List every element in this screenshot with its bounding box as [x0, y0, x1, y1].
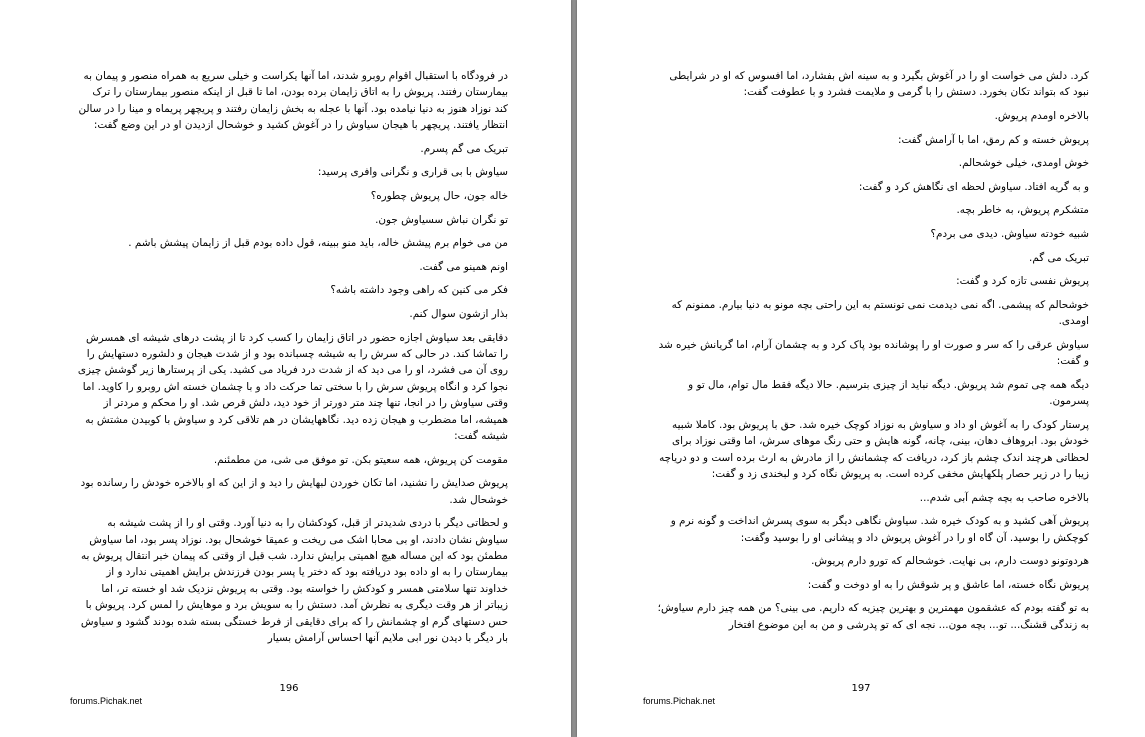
paragraph: پرستار کودک را به آغوش او داد و سیاوش به نوزاد کوچک خیره شد. حق با پریوش بود. کاملا شبیه خودش بود. ابروهاف دهان، بینی، چانه، گونه هایش و حتی رنگ موهای سرش، اما وقتی نوزاد برای لحظاتی هرچند اندک چشم باز کرد، دریافت که چشمانش را از مادرش به ارث برده است و دو دریاچه زیبا را در زیر حصار پلکهایش مخفی کرده است. به پریوش نگاه کرد و لبخندی زد و گفت:: [659, 418, 1089, 480]
dialogue-line: خوش اومدی، خیلی خوشحالم.: [958, 157, 1089, 170]
dialogue-line: هردوتونو دوست دارم، بی نهایت. خوشحالم که تورو دارم پریوش.: [811, 555, 1089, 568]
dialogue-line: مقومت کن پریوش، همه سعیتو بکن. تو موفق می شی، من مطمئنم.: [213, 453, 508, 466]
paragraph: سیاوش عرقی را که سر و صورت او را پوشانده بود پاک کرد و به چشمان آرام، اما گریانش خیره شد و گفت:: [658, 338, 1089, 368]
paragraph: پریوش خسته و کم رمق، اما با آرامش گفت:: [897, 133, 1089, 146]
dialogue-line: شبیه خودته سیاوش. دیدی می بردم؟: [930, 227, 1089, 240]
paragraph: پریوش نگاه خسته، اما عاشق و پر شوقش را به او دوخت و گفت:: [807, 578, 1089, 591]
page-number: 197: [851, 683, 871, 694]
dialogue-line: خوشحالم که پیشمی. اگه نمی دیدمت نمی تونستم به این راحتی بچه مونو به دنیا بیارم. ممنونم که اومدی.: [671, 298, 1089, 328]
page-196: [0, 0, 571, 737]
page-number: 196: [279, 683, 299, 694]
dialogue-line: بالاخره صاحب به بچه چشم آبی شدم...: [919, 491, 1089, 504]
page-text-column: [655, 68, 1089, 640]
dialogue-line: بذار ازشون سوال کنم.: [409, 307, 508, 320]
dialogue-line: دیگه همه چی تموم شد پریوش. دیگه نباید از چیزی بترسیم. حالا دیگه فقط مال توام، مال تو و پسرمون.: [688, 378, 1089, 408]
dialogue-line: فکر می کنین که راهی وجود داشته باشه؟: [330, 284, 508, 297]
dialogue-line: بالاخره اومدم پریوش.: [994, 110, 1089, 122]
paragraph: پریوش آهی کشید و به کودک خیره شد. سیاوش نگاهی دیگر به سوی پسرش انداخت و گونه نرم و کوچکش را بوسید. آن گاه او را در آغوش پریوش داد و پیشانی او را بوسید وگفت:: [670, 515, 1089, 544]
page-text-column: [76, 68, 508, 654]
paragraph: و به گریه افتاد. سیاوش لحظه ای نگاهش کرد و گفت:: [858, 180, 1089, 193]
paragraph: پریوش صدایش را نشنید، اما تکان خوردن لبهایش را دید و از این که او بالاخره خودش را رسانده بود خوشحال شد.: [80, 477, 508, 506]
dialogue-line: خاله جون، حال پریوش چطوره؟: [370, 190, 508, 202]
paragraph: پریوش نفسی تازه کرد و گفت:: [956, 275, 1089, 288]
dialogue-line: به تو گفته بودم که عشقمون مهمترین و بهترین چیزیه که داریم. می بینی؟ من همه چیز دارم سیاوش؛ به زندگی قشنگ... تو... بچه مون... نجه ای که تو پدرشی و من به این موضوع افتخار: [657, 602, 1089, 631]
dialogue-line: من می خوام برم پیشش خاله، باید منو ببینه، قول داده بودم قبل از زایمان پیشش باشم .: [128, 237, 508, 250]
paragraph: سیاوش با بی قراری و نگرانی وافری پرسید:: [317, 166, 508, 179]
paragraph: در فرودگاه با استقبال اقوام روبرو شدند، اما آنها یکراست و خیلی سریع به همراه منصور و پیمان به بیمارستان رفتند. پریوش را به اتاق زایمان برده بودن، اما تا قبل از اینکه منصور بیمارستان را ترک کند نوزاد هنوز به دنیا نیامده بود. آنها با عجله به بخش زایمان رفتند و پریچهر پریماه و مینا را در سالن انتظار یافتند. پریچهر با هیجان سیاوش را در آغوش کشید و خوشحال ازدیدن او در این وضع گفت:: [78, 70, 508, 132]
dialogue-line: متشکرم پریوش، به خاطر بچه.: [956, 204, 1089, 217]
page-footer: forums.Pichak.net: [643, 696, 716, 706]
paragraph: دقایقی بعد سیاوش اجازه حضور در اتاق زایمان را کسب کرد تا از پشت درهای شیشه ای همسرش را تماشا کند. در حالی که سرش را به شیشه چسبانده بود و از شدت هیجان و دلشوره دستهایش را روی آن می فشرد، او را می دید که از شدت درد فریاد می کشید. یکی از پرستارها زیر گوشش چیزی نجوا کرد و انگاه پریوش سرش را با سختی تما حرکت داد و با چشمان خسته اش روبرو را کاوید. اما وقتی سیاوش را در انجا، تنها چند متر دورتر از خود دید، دلش قرص شد. او را محکم و مردتر از همیشه، اما مضطرب و هیجان زده دید. نگاههایشان در هم تلاقی کرد و سیاوش با کوبیدن مشتش به شیشه گفت:: [77, 331, 508, 442]
dialogue-line: تبریک می گم پسرم.: [420, 142, 508, 155]
dialogue-line: اونم همینو می گفت.: [419, 260, 508, 273]
paragraph: کرد. دلش می خواست او را در آغوش بگیرد و به سینه اش بفشارد، اما افسوس که او در شرایطی نبود که بتواند تکان بخورد. دستش را با گرمی و ملایمت فشرد و با عطوفت گفت:: [669, 70, 1089, 99]
page-footer: forums.Pichak.net: [70, 696, 143, 706]
dialogue-line: تو نگران نباش سسیاوش جون.: [375, 213, 508, 226]
paragraph: و لحظاتی دیگر با دردی شدیدتر از قبل، کودکشان را به دنیا آورد. وقتی او را از پشت شیشه به سیاوش نشان دادند، او بی محابا اشک می ریخت و عمیقا خوشحال بود. نوزاد پسر بود، اما سیاوش مطمئن بود که این مساله هیچ اهمیتی برایش ندارد. شب قبل از وقتی که پیمان خبر انتقال پریوش به بیمارستان را به او داده بود دریافته بود که دختر یا پسر بودن فرزندش برایش اهمیتی ندارد و از خداوند تنها سلامتی همسر و کودکش را خواسته بود. وقتی به پریوش نزدیک شد او خسته تر، اما زیباتر از هر وقت دیگری به نظرش آمد. دستش را به سویش برد و موهایش را لمس کرد. پریوش با حس دستهای گرم او چشمانش را که برای دقایقی از فرط خستگی بسته شده بودند گشود و سیاوش بار دیگر با دیدن نور ابی ملایم آنها احساس آرامش بسیار: [80, 517, 508, 645]
dialogue-line: تبریک می گم.: [1029, 251, 1089, 264]
page-197: [577, 0, 1145, 737]
